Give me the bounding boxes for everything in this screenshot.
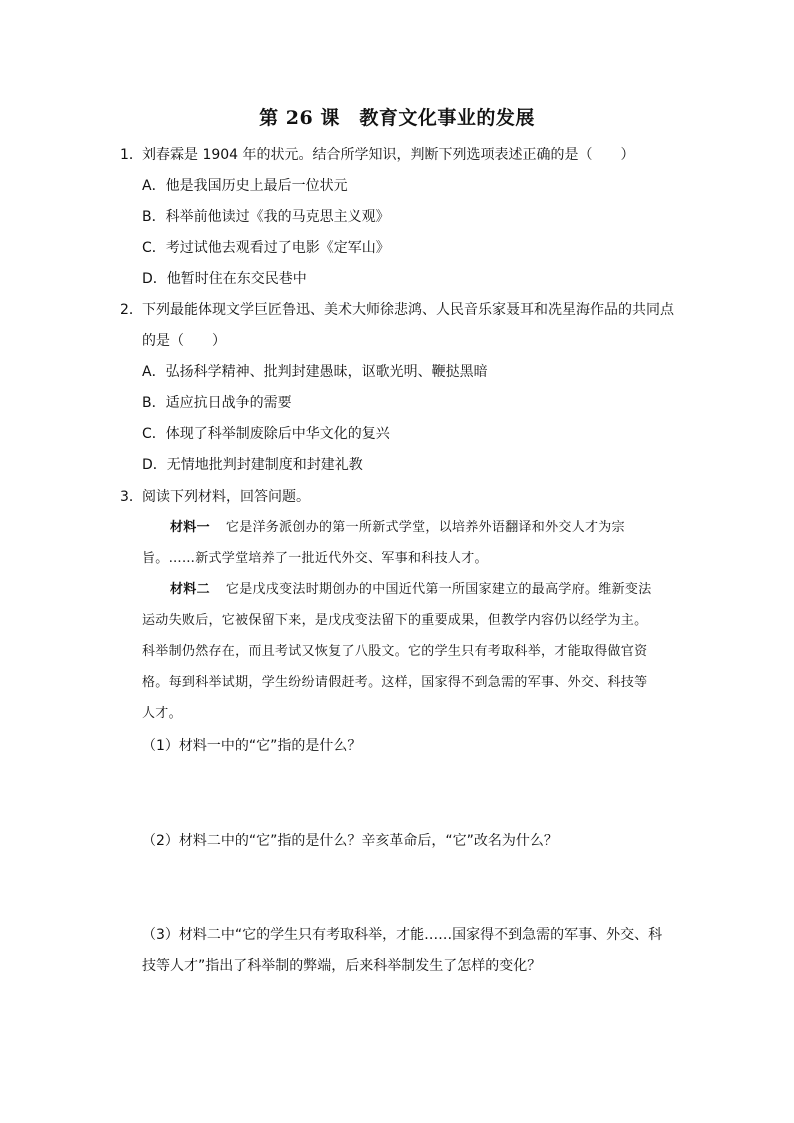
material-text-line-2: 运动失败后，它被保留下来，是戊戌变法留下的重要成果，但教学内容仍以经学为主。 [142,613,648,628]
material-text-line-1: 它是洋务派创办的第一所新式学堂，以培养外语翻译和外交人才为宗 [225,520,625,535]
material-text-line-3: 科举制仍然存在，而且考试又恢复了八股文。它的学生只有考取科举，才能取得做官资 [142,644,648,659]
question-stem: 刘春霖是 1904 年的状元。结合所学知识，判断下列选项表述正确的是（ ） [142,147,635,163]
sub-question-3-line-2: 技等人才”指出了科举制的弊端，后来科举制发生了怎样的变化？ [142,958,542,974]
question-stem-line-2: 的是（ ） [142,333,226,349]
question-number: 1． [120,147,143,163]
option-a: A．他是我国历史上最后一位状元 [142,178,348,194]
question-stem: 阅读下列材料，回答问题。 [142,489,310,505]
question-stem-line-1: 下列最能体现文学巨匠鲁迅、美术大师徐悲鸿、人民音乐家聂耳和冼星海作品的共同点 [142,302,674,318]
material-text-line-5: 人才。 [142,706,182,721]
material-label: 材料二 [170,582,210,597]
option-d: D．无情地批判封建制度和封建礼教 [142,457,363,473]
sub-question-3-line-1: （3）材料二中“它的学生只有考取科举，才能……国家得不到急需的军事、外交、科 [142,927,663,943]
sub-question-1: （1）材料一中的“它”指的是什么？ [142,738,362,754]
question-number: 2． [120,302,143,318]
page-title: 第 26 课 教育文化事业的发展 [259,107,535,129]
sub-question-2: （2）材料二中的“它”指的是什么？辛亥革命后，“它”改名为什么？ [142,833,558,849]
option-b: B．适应抗日战争的需要 [142,395,292,411]
material-text-line-1: 它是戊戌变法时期创办的中国近代第一所国家建立的最高学府。维新变法 [225,582,652,597]
question-number: 3． [120,489,143,505]
option-a: A．弘扬科学精神、批判封建愚昧，讴歌光明、鞭挞黑暗 [142,364,488,380]
material-label: 材料一 [170,520,210,535]
material-text-line-2: 旨。……新式学堂培养了一批近代外交、军事和科技人才。 [142,551,488,566]
option-d: D．他暂时住在东交民巷中 [142,271,307,287]
material-text-line-4: 格。每到科举试期，学生纷纷请假赶考。这样，国家得不到急需的军事、外交、科技等 [142,675,648,690]
option-c: C．体现了科举制废除后中华文化的复兴 [142,426,390,442]
option-b: B．科举前他读过《我的马克思主义观》 [142,209,390,225]
option-c: C．考过试他去观看过了电影《定军山》 [142,240,390,256]
